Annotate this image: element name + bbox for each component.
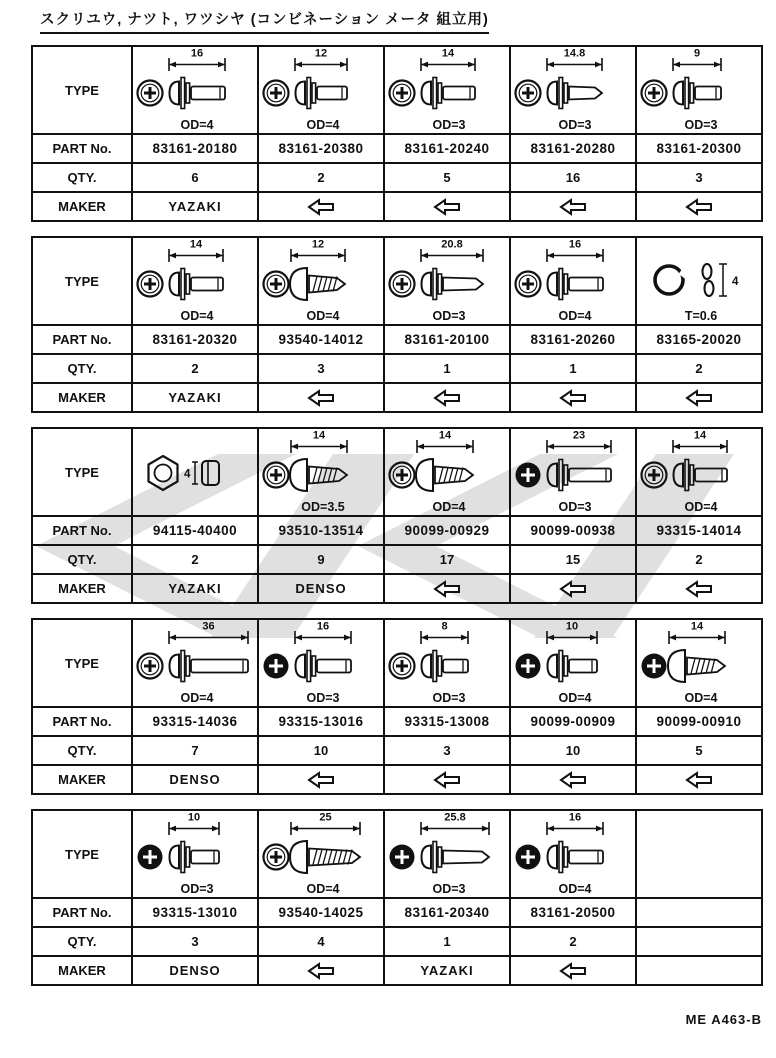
row-label-part_no: PART No.: [32, 325, 132, 354]
maker-cell: [510, 574, 636, 603]
same-as-left-arrow-icon: [559, 198, 587, 216]
maker-cell: YAZAKI: [132, 574, 258, 603]
screw-side-view: [422, 651, 469, 682]
type-cell: [258, 428, 384, 516]
maker-cell: [510, 383, 636, 412]
svg-text:9: 9: [693, 47, 701, 60]
row-label-type: TYPE: [32, 619, 132, 707]
tapping-screw-icon: [261, 238, 381, 324]
phillips-head-front-icon: [138, 654, 163, 679]
screw-side-view: [170, 269, 224, 300]
type-cell: [384, 237, 510, 325]
screw-side-view: [170, 842, 220, 873]
page-title: スクリユウ, ナツト, ワツシヤ (コンビネーション メータ 組立用): [40, 8, 489, 34]
same-as-left-arrow-icon: [433, 580, 461, 598]
same-as-left-arrow-icon: [307, 389, 335, 407]
length-dimension-arrow: [417, 430, 473, 454]
svg-text:14: 14: [312, 429, 326, 442]
sems-screw-icon: [135, 620, 255, 706]
qty-cell: 17: [384, 545, 510, 574]
svg-text:25.8: 25.8: [444, 811, 466, 824]
svg-text:16: 16: [568, 238, 582, 251]
length-dimension-arrow: [421, 48, 475, 72]
phillips-head-front-icon: [642, 463, 667, 488]
empty-cell: [636, 810, 762, 898]
length-dimension-arrow: [547, 48, 602, 72]
type-cell: [132, 428, 258, 516]
part-number-cell: 93510-13514: [258, 516, 384, 545]
od-label: OD=4: [684, 691, 718, 705]
length-dimension-arrow: [291, 812, 360, 836]
tapping-screw-side-view: [290, 459, 347, 491]
part-number-cell: 90099-00910: [636, 707, 762, 736]
length-dimension-arrow: [547, 812, 603, 836]
part-number-cell: 93315-13008: [384, 707, 510, 736]
length-dimension-arrow: [169, 812, 219, 836]
maker-cell: [636, 574, 762, 603]
qty-cell: 2: [258, 163, 384, 192]
type-cell: [384, 46, 510, 134]
svg-text:14: 14: [690, 620, 704, 633]
tapping-screw-side-view: [668, 650, 725, 682]
part-number-cell: 90099-00929: [384, 516, 510, 545]
type-cell: [636, 619, 762, 707]
phillips-head-front-icon: [516, 845, 541, 870]
svg-text:4: 4: [732, 276, 739, 288]
type-cell: [510, 810, 636, 898]
sems-screw-icon: [513, 429, 633, 515]
maker-cell: [384, 765, 510, 794]
qty-cell: 2: [132, 354, 258, 383]
svg-text:10: 10: [187, 811, 201, 824]
svg-text:25: 25: [319, 811, 332, 824]
spring-washer-icon: [639, 238, 759, 324]
type-cell: [510, 46, 636, 134]
tapping-screw-icon: [639, 620, 759, 706]
length-dimension-arrow: [547, 430, 611, 454]
parts-tables: [31, 45, 763, 1000]
od-label: OD=3: [432, 691, 466, 705]
qty-cell: 5: [636, 736, 762, 765]
screw-side-view: [548, 78, 603, 109]
empty-cell: [636, 898, 762, 927]
row-label-type: TYPE: [32, 428, 132, 516]
phillips-head-front-icon: [138, 845, 163, 870]
sems-screw-icon: [387, 47, 507, 133]
length-dimension-arrow: [295, 621, 351, 645]
phillips-head-front-icon: [516, 272, 541, 297]
screw-side-view: [422, 842, 490, 873]
svg-text:8: 8: [441, 620, 448, 633]
svg-text:14.8: 14.8: [563, 47, 586, 60]
od-label: OD=3: [432, 882, 466, 896]
same-as-left-arrow-icon: [307, 962, 335, 980]
sems-screw-icon: [261, 47, 381, 133]
tapping-screw-side-view: [290, 841, 360, 873]
type-cell: [510, 619, 636, 707]
od-label: OD=3: [432, 309, 466, 323]
phillips-head-front-icon: [264, 845, 289, 870]
type-cell: [132, 46, 258, 134]
row-label-qty: QTY.: [32, 163, 132, 192]
maker-cell: [384, 574, 510, 603]
length-dimension-arrow: [291, 239, 345, 263]
phillips-head-front-icon: [516, 654, 541, 679]
svg-text:20.8: 20.8: [441, 238, 463, 251]
svg-text:14: 14: [441, 47, 455, 60]
row-label-qty: QTY.: [32, 736, 132, 765]
part-number-cell: 90099-00938: [510, 516, 636, 545]
row-label-part_no: PART No.: [32, 898, 132, 927]
maker-cell: [258, 765, 384, 794]
sems-screw-icon: [387, 238, 507, 324]
length-dimension-arrow: [169, 239, 223, 263]
qty-cell: 7: [132, 736, 258, 765]
length-dimension-arrow: [295, 48, 347, 72]
part-number-cell: 90099-00909: [510, 707, 636, 736]
same-as-left-arrow-icon: [685, 771, 713, 789]
phillips-head-front-icon: [390, 81, 415, 106]
sems-screw-icon: [513, 47, 633, 133]
same-as-left-arrow-icon: [433, 198, 461, 216]
screw-side-view: [548, 651, 598, 682]
hex-nut-side-icon: [184, 461, 219, 485]
svg-text:16: 16: [568, 811, 582, 824]
part-number-cell: 83165-20020: [636, 325, 762, 354]
length-dimension-arrow: [421, 812, 489, 836]
svg-text:4: 4: [184, 468, 191, 481]
od-label: OD=3: [684, 118, 718, 132]
qty-cell: 10: [258, 736, 384, 765]
row-label-type: TYPE: [32, 237, 132, 325]
qty-cell: 3: [132, 927, 258, 956]
phillips-head-front-icon: [516, 463, 541, 488]
maker-cell: [636, 765, 762, 794]
part-number-cell: 83161-20180: [132, 134, 258, 163]
type-cell: [132, 810, 258, 898]
same-as-left-arrow-icon: [559, 389, 587, 407]
length-dimension-arrow: [291, 430, 347, 454]
parts-table-2: [31, 236, 763, 413]
parts-table-3: [31, 427, 763, 604]
length-dimension-arrow: [421, 239, 483, 263]
svg-text:14: 14: [189, 238, 203, 251]
maker-cell: YAZAKI: [384, 956, 510, 985]
svg-text:12: 12: [314, 47, 328, 60]
qty-cell: 3: [636, 163, 762, 192]
maker-cell: YAZAKI: [132, 383, 258, 412]
length-dimension-arrow: [547, 621, 597, 645]
screw-side-view: [296, 78, 348, 109]
od-label: OD=4: [306, 309, 340, 323]
sems-screw-icon: [135, 811, 255, 897]
row-label-maker: MAKER: [32, 956, 132, 985]
part-number-cell: 94115-40400: [132, 516, 258, 545]
length-dimension-arrow: [673, 430, 727, 454]
row-label-type: TYPE: [32, 46, 132, 134]
length-dimension-arrow: [169, 621, 248, 645]
same-as-left-arrow-icon: [307, 198, 335, 216]
phillips-head-front-icon: [264, 654, 289, 679]
same-as-left-arrow-icon: [433, 771, 461, 789]
maker-cell: [384, 383, 510, 412]
phillips-head-front-icon: [264, 81, 289, 106]
screw-side-view: [674, 78, 722, 109]
od-label: OD=3: [558, 500, 592, 514]
maker-cell: [258, 956, 384, 985]
sems-screw-icon: [639, 47, 759, 133]
drawing-code: ME A463-B: [685, 1012, 762, 1027]
type-cell: [258, 810, 384, 898]
phillips-head-front-icon: [642, 81, 667, 106]
part-number-cell: 83161-20240: [384, 134, 510, 163]
screw-side-view: [422, 269, 484, 300]
maker-cell: DENSO: [132, 765, 258, 794]
qty-cell: 9: [258, 545, 384, 574]
type-cell: [510, 428, 636, 516]
screw-side-view: [548, 269, 604, 300]
maker-cell: DENSO: [132, 956, 258, 985]
maker-cell: [636, 383, 762, 412]
length-dimension-arrow: [547, 239, 603, 263]
screw-side-view: [296, 651, 352, 682]
screw-side-view: [674, 460, 728, 491]
qty-cell: 2: [510, 927, 636, 956]
svg-text:36: 36: [202, 620, 215, 633]
parts-table-4: [31, 618, 763, 795]
phillips-head-front-icon: [138, 272, 163, 297]
part-number-cell: 93540-14012: [258, 325, 384, 354]
od-label: OD=4: [180, 691, 214, 705]
phillips-head-front-icon: [390, 845, 415, 870]
row-label-part_no: PART No.: [32, 707, 132, 736]
parts-table-5: [31, 809, 763, 986]
od-label: OD=3: [432, 118, 466, 132]
part-number-cell: 93315-13010: [132, 898, 258, 927]
screw-side-view: [170, 651, 249, 682]
maker-cell: YAZAKI: [132, 192, 258, 221]
type-cell: [384, 810, 510, 898]
sems-screw-icon: [135, 47, 255, 133]
part-number-cell: 83161-20300: [636, 134, 762, 163]
same-as-left-arrow-icon: [559, 580, 587, 598]
same-as-left-arrow-icon: [433, 389, 461, 407]
same-as-left-arrow-icon: [685, 580, 713, 598]
phillips-head-front-icon: [264, 463, 289, 488]
sems-screw-icon: [513, 620, 633, 706]
sems-screw-icon: [513, 811, 633, 897]
maker-cell: [510, 765, 636, 794]
tapping-screw-side-view: [416, 459, 473, 491]
svg-text:16: 16: [316, 620, 330, 633]
part-number-cell: 83161-20260: [510, 325, 636, 354]
phillips-head-front-icon: [516, 81, 541, 106]
tapping-screw-icon: [261, 429, 381, 515]
sems-screw-icon: [135, 238, 255, 324]
tapping-screw-icon: [387, 429, 507, 515]
same-as-left-arrow-icon: [307, 771, 335, 789]
maker-cell: [636, 192, 762, 221]
screw-side-view: [422, 78, 476, 109]
screw-side-view: [548, 460, 612, 491]
type-cell: [384, 619, 510, 707]
svg-text:16: 16: [190, 47, 204, 60]
row-label-part_no: PART No.: [32, 516, 132, 545]
part-number-cell: 83161-20320: [132, 325, 258, 354]
part-number-cell: 83161-20500: [510, 898, 636, 927]
type-cell: [636, 46, 762, 134]
od-label: OD=4: [558, 882, 592, 896]
svg-text:12: 12: [311, 238, 325, 251]
maker-cell: [258, 383, 384, 412]
maker-cell: [258, 192, 384, 221]
row-label-maker: MAKER: [32, 383, 132, 412]
empty-cell: [636, 956, 762, 985]
part-number-cell: 83161-20280: [510, 134, 636, 163]
qty-cell: 3: [384, 736, 510, 765]
phillips-head-front-icon: [642, 654, 667, 679]
od-label: OD=4: [306, 118, 340, 132]
type-cell: [132, 237, 258, 325]
part-number-cell: 83161-20380: [258, 134, 384, 163]
part-number-cell: 93315-14036: [132, 707, 258, 736]
spring-washer-side-icon: [703, 264, 740, 296]
same-as-left-arrow-icon: [559, 962, 587, 980]
qty-cell: 3: [258, 354, 384, 383]
row-label-maker: MAKER: [32, 765, 132, 794]
od-label: T=0.6: [684, 309, 718, 323]
qty-cell: 1: [384, 354, 510, 383]
od-label: OD=4: [180, 118, 214, 132]
tapping-screw-side-view: [290, 268, 345, 300]
length-dimension-arrow: [169, 48, 225, 72]
same-as-left-arrow-icon: [685, 389, 713, 407]
qty-cell: 2: [636, 354, 762, 383]
od-label: OD=4: [432, 500, 466, 514]
screw-side-view: [548, 842, 604, 873]
length-dimension-arrow: [673, 48, 721, 72]
same-as-left-arrow-icon: [685, 198, 713, 216]
qty-cell: 1: [384, 927, 510, 956]
row-label-part_no: PART No.: [32, 134, 132, 163]
qty-cell: 5: [384, 163, 510, 192]
sems-screw-icon: [387, 811, 507, 897]
hex-nut-icon: [135, 429, 255, 515]
row-label-maker: MAKER: [32, 192, 132, 221]
part-number-cell: 83161-20340: [384, 898, 510, 927]
od-label: OD=4: [684, 500, 718, 514]
qty-cell: 1: [510, 354, 636, 383]
part-number-cell: 93315-13016: [258, 707, 384, 736]
row-label-qty: QTY.: [32, 354, 132, 383]
screw-side-view: [170, 78, 226, 109]
svg-text:10: 10: [565, 620, 579, 633]
sems-screw-icon: [261, 620, 381, 706]
svg-text:23: 23: [572, 429, 586, 442]
maker-cell: [384, 192, 510, 221]
qty-cell: 6: [132, 163, 258, 192]
sems-screw-icon: [639, 429, 759, 515]
phillips-head-front-icon: [264, 272, 289, 297]
hex-nut-front-icon: [149, 456, 178, 490]
sems-screw-icon: [513, 238, 633, 324]
qty-cell: 4: [258, 927, 384, 956]
qty-cell: 16: [510, 163, 636, 192]
row-label-maker: MAKER: [32, 574, 132, 603]
od-label: OD=4: [558, 309, 592, 323]
row-label-type: TYPE: [32, 810, 132, 898]
type-cell: [258, 46, 384, 134]
type-cell: [258, 619, 384, 707]
qty-cell: 15: [510, 545, 636, 574]
type-cell: [636, 237, 762, 325]
tapping-screw-icon: [261, 811, 381, 897]
type-cell: [636, 428, 762, 516]
od-label: OD=3: [306, 691, 340, 705]
type-cell: [384, 428, 510, 516]
maker-cell: [510, 956, 636, 985]
row-label-qty: QTY.: [32, 927, 132, 956]
od-label: OD=3: [180, 882, 214, 896]
phillips-head-front-icon: [390, 654, 415, 679]
length-dimension-arrow: [669, 621, 725, 645]
svg-text:14: 14: [693, 429, 707, 442]
empty-cell: [636, 927, 762, 956]
svg-text:14: 14: [438, 429, 452, 442]
type-cell: [510, 237, 636, 325]
qty-cell: 2: [636, 545, 762, 574]
phillips-head-front-icon: [138, 81, 163, 106]
od-label: OD=4: [558, 691, 592, 705]
qty-cell: 2: [132, 545, 258, 574]
type-cell: [132, 619, 258, 707]
part-number-cell: 93315-14014: [636, 516, 762, 545]
type-cell: [258, 237, 384, 325]
qty-cell: 10: [510, 736, 636, 765]
same-as-left-arrow-icon: [559, 771, 587, 789]
parts-table-1: [31, 45, 763, 222]
od-label: OD=3.5: [301, 500, 345, 514]
spring-washer-front-icon: [655, 266, 687, 294]
sems-screw-icon: [387, 620, 507, 706]
od-label: OD=4: [180, 309, 214, 323]
phillips-head-front-icon: [390, 463, 415, 488]
length-dimension-arrow: [421, 621, 468, 645]
part-number-cell: 83161-20100: [384, 325, 510, 354]
od-label: OD=4: [306, 882, 340, 896]
row-label-qty: QTY.: [32, 545, 132, 574]
phillips-head-front-icon: [390, 272, 415, 297]
maker-cell: [510, 192, 636, 221]
od-label: OD=3: [558, 118, 592, 132]
part-number-cell: 93540-14025: [258, 898, 384, 927]
maker-cell: DENSO: [258, 574, 384, 603]
